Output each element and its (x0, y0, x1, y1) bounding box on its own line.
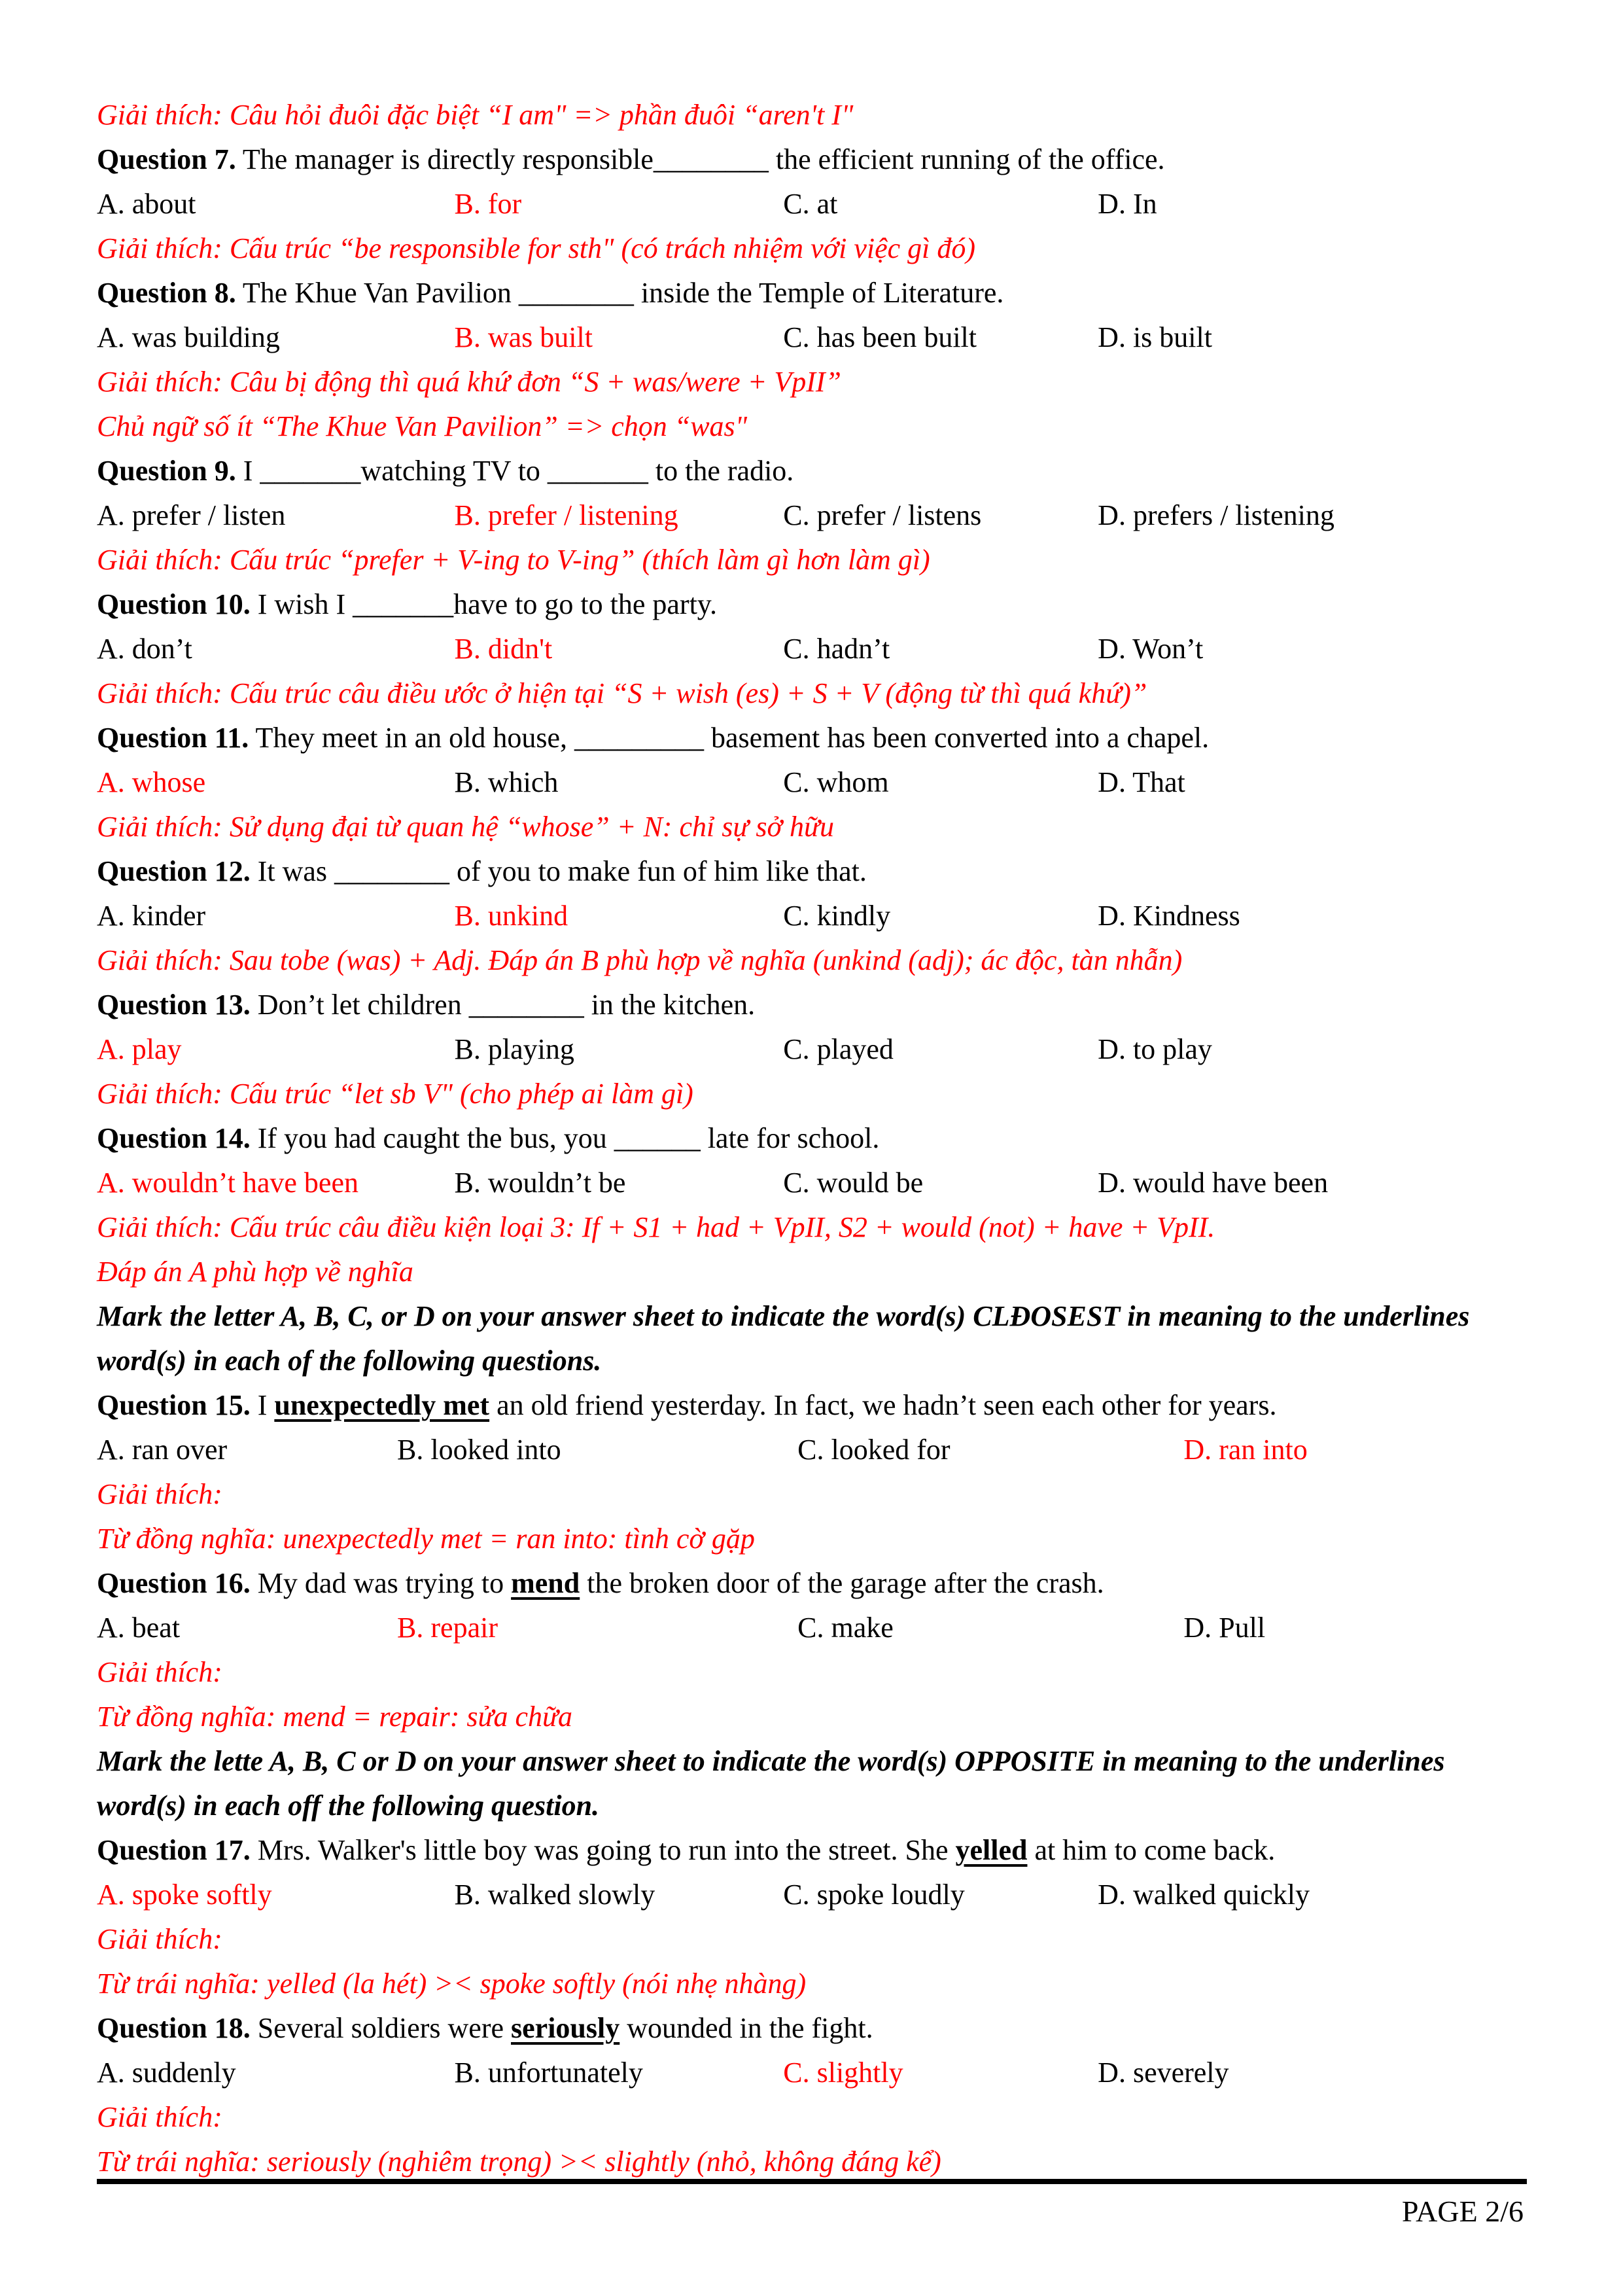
explanation-line: Giải thích: (97, 1478, 222, 1510)
question-number: Question 15. (97, 1389, 251, 1421)
option-d: D. That (1098, 766, 1185, 798)
option-d: D. severely (1098, 2057, 1229, 2089)
question-number: Question 12. (97, 855, 251, 887)
options-row (97, 1027, 1527, 1072)
options-row (97, 493, 1527, 538)
question-stem (97, 271, 1527, 315)
options-row (97, 760, 1527, 805)
option-d: D. In (1098, 188, 1157, 220)
options-row (97, 2051, 1527, 2095)
explanation-line: Giải thích: Cấu trúc “prefer + V-ing to V-ing” (thích làm gì hơn làm gì) (97, 544, 930, 576)
explanation-line: Giải thích: Sử dụng đại từ quan hệ “whose” + N: chỉ sự sở hữu (97, 811, 834, 843)
explanation-line: Giải thích: Sau tobe (was) + Adj. Đáp án B phù hợp về nghĩa (unkind (adj); ác độc, tàn nhẫn) (97, 944, 1183, 976)
explanation-line: Chủ ngữ số ít “The Khue Van Pavilion” => chọn “was" (97, 410, 748, 442)
question-text-segment: It was ________ of you to make fun of him like that. (250, 855, 867, 887)
option-c: C. has been built (783, 321, 977, 353)
option-b-correct: B. repair (397, 1612, 498, 1644)
question-text-segment: I wish I _______have to go to the party. (250, 588, 717, 620)
explanation-line: Đáp án A phù hợp về nghĩa (97, 1256, 413, 1288)
option-b: B. unfortunately (454, 2057, 643, 2089)
option-c: C. spoke loudly (783, 1879, 965, 1911)
question-text-segment: Mrs. Walker's little boy was going to run into the street. She (250, 1834, 956, 1866)
question-stem (97, 1116, 1527, 1161)
options-row (97, 1428, 1527, 1472)
explanation-line: Giải thích: Cấu trúc câu điều ước ở hiện tại “S + wish (es) + S + V (động từ thì quá khứ)” (97, 677, 1147, 709)
question-stem (97, 1383, 1527, 1428)
options-row (97, 894, 1527, 938)
option-b: B. which (454, 766, 559, 798)
question-text-segment: wounded in the fight. (620, 2012, 873, 2044)
options-row (97, 1873, 1527, 1917)
question-number: Question 18. (97, 2012, 251, 2044)
question-stem (97, 1561, 1527, 1606)
option-c: C. make (797, 1612, 894, 1644)
question-text-segment: My dad was trying to (250, 1567, 512, 1599)
option-c: C. would be (783, 1167, 924, 1199)
question-stem (97, 2006, 1527, 2051)
question-stem (97, 1828, 1527, 1873)
option-a-correct: A. whose (97, 766, 206, 798)
option-b: B. looked into (397, 1434, 561, 1466)
question-number: Question 17. (97, 1834, 251, 1866)
option-a: A. suddenly (97, 2057, 236, 2089)
option-d: D. Won’t (1098, 633, 1204, 665)
question-stem (97, 849, 1527, 894)
option-c-correct: C. slightly (783, 2057, 903, 2089)
explanation-line: Giải thích: Cấu trúc câu điều kiện loại 3: If + S1 + had + VpII, S2 + would (not) + have + VpII. (97, 1211, 1215, 1243)
option-c: C. prefer / listens (783, 499, 982, 531)
option-c: C. played (783, 1033, 894, 1065)
options-row (97, 627, 1527, 671)
option-a: A. prefer / listen (97, 499, 286, 531)
option-d: D. prefers / listening (1098, 499, 1335, 531)
explanation-line: Giải thích: (97, 2101, 222, 2133)
options-row (97, 315, 1527, 360)
question-text-segment: the broken door of the garage after the crash. (580, 1567, 1104, 1599)
question-text-segment: Several soldiers were (250, 2012, 512, 2044)
option-d: D. Pull (1183, 1612, 1266, 1644)
question-text-segment: They meet in an old house, _________ basement has been converted into a chapel. (249, 722, 1210, 754)
explanation-line: Giải thích: Câu bị động thì quá khứ đơn “S + was/were + VpII” (97, 366, 841, 398)
question-text-segment: If you had caught the bus, you ______ late for school. (250, 1122, 880, 1154)
option-d: D. to play (1098, 1033, 1212, 1065)
question-text-segment: at him to come back. (1027, 1834, 1276, 1866)
question-stem (97, 449, 1527, 493)
option-d-correct: D. ran into (1183, 1434, 1308, 1466)
question-text-segment: I (250, 1389, 275, 1421)
option-a-correct: A. spoke softly (97, 1879, 272, 1911)
question-number: Question 16. (97, 1567, 251, 1599)
document-body (97, 93, 1527, 2184)
option-d: D. walked quickly (1098, 1879, 1310, 1911)
question-number: Question 7. (97, 143, 236, 175)
option-c: C. kindly (783, 900, 891, 932)
option-b: B. playing (454, 1033, 574, 1065)
footer-divider-rule (97, 2179, 1527, 2184)
question-number: Question 13. (97, 989, 251, 1021)
underlined-term: yelled (955, 1834, 1028, 1866)
option-b-correct: B. didn't (454, 633, 553, 665)
option-b: B. wouldn’t be (454, 1167, 626, 1199)
section-instruction: Mark the letter A, B, C, or D on your answer sheet to indicate the word(s) CLĐOSEST in meaning to the underlines word(s) in each of the following questions. (97, 1300, 1470, 1377)
option-d: D. would have been (1098, 1167, 1329, 1199)
question-text-segment: Don’t let children ________ in the kitchen. (250, 989, 756, 1021)
explanation-line: Giải thích: (97, 1656, 222, 1688)
explanation-line: Từ đồng nghĩa: unexpectedly met = ran into: tình cờ gặp (97, 1523, 755, 1555)
option-a: A. ran over (97, 1434, 228, 1466)
option-a-correct: A. play (97, 1033, 182, 1065)
option-c: C. looked for (797, 1434, 951, 1466)
question-text-segment: an old friend yesterday. In fact, we hadn’t seen each other for years. (489, 1389, 1277, 1421)
question-text-segment: I _______watching TV to _______ to the radio. (236, 455, 794, 487)
explanation-line: Giải thích: (97, 1923, 222, 1955)
option-a-correct: A. wouldn’t have been (97, 1167, 358, 1199)
explanation-line: Từ đồng nghĩa: mend = repair: sửa chữa (97, 1701, 573, 1733)
option-b-correct: B. prefer / listening (454, 499, 678, 531)
options-row (97, 1606, 1527, 1650)
options-row (97, 1161, 1527, 1205)
question-text-segment: The manager is directly responsible________ the efficient running of the office. (236, 143, 1165, 175)
option-b-correct: B. unkind (454, 900, 568, 932)
option-a: A. kinder (97, 900, 206, 932)
question-number: Question 11. (97, 722, 249, 754)
option-b: B. walked slowly (454, 1879, 655, 1911)
question-text-segment: The Khue Van Pavilion ________ inside the Temple of Literature. (236, 277, 1004, 309)
question-stem (97, 137, 1527, 182)
option-a: A. don’t (97, 633, 192, 665)
explanation-line: Từ trái nghĩa: seriously (nghiêm trọng) >< slightly (nhỏ, không đáng kể) (97, 2146, 941, 2178)
option-a: A. was building (97, 321, 280, 353)
explanation-line: Từ trái nghĩa: yelled (la hét) >< spoke softly (nói nhẹ nhàng) (97, 1968, 807, 2000)
question-number: Question 8. (97, 277, 236, 309)
option-c: C. whom (783, 766, 889, 798)
section-instruction: Mark the lette A, B, C or D on your answer sheet to indicate the word(s) OPPOSITE in meaning to the underlines word(s) in each off the following question. (97, 1745, 1445, 1822)
explanation-line: Giải thích: Cấu trúc “let sb V" (cho phép ai làm gì) (97, 1078, 693, 1110)
underlined-term: mend (511, 1567, 580, 1599)
option-d: D. Kindness (1098, 900, 1240, 932)
page-number-label: PAGE 2/6 (1401, 2195, 1524, 2228)
question-stem (97, 716, 1527, 760)
question-number: Question 14. (97, 1122, 251, 1154)
options-row (97, 182, 1527, 226)
explanation-line: Giải thích: Cấu trúc “be responsible for sth" (có trách nhiệm với việc gì đó) (97, 232, 976, 264)
option-a: A. about (97, 188, 196, 220)
underlined-term: unexpectedly met (274, 1389, 490, 1421)
question-number: Question 9. (97, 455, 236, 487)
question-number: Question 10. (97, 588, 251, 620)
explanation-line: Giải thích: Câu hỏi đuôi đặc biệt “I am" => phần đuôi “aren't I" (97, 99, 854, 131)
option-a: A. beat (97, 1612, 181, 1644)
question-stem (97, 582, 1527, 627)
option-b-correct: B. was built (454, 321, 593, 353)
option-d: D. is built (1098, 321, 1212, 353)
option-c: C. hadn’t (783, 633, 890, 665)
option-b-correct: B. for (454, 188, 522, 220)
question-stem (97, 983, 1527, 1027)
underlined-term: seriously (511, 2012, 620, 2044)
option-c: C. at (783, 188, 838, 220)
